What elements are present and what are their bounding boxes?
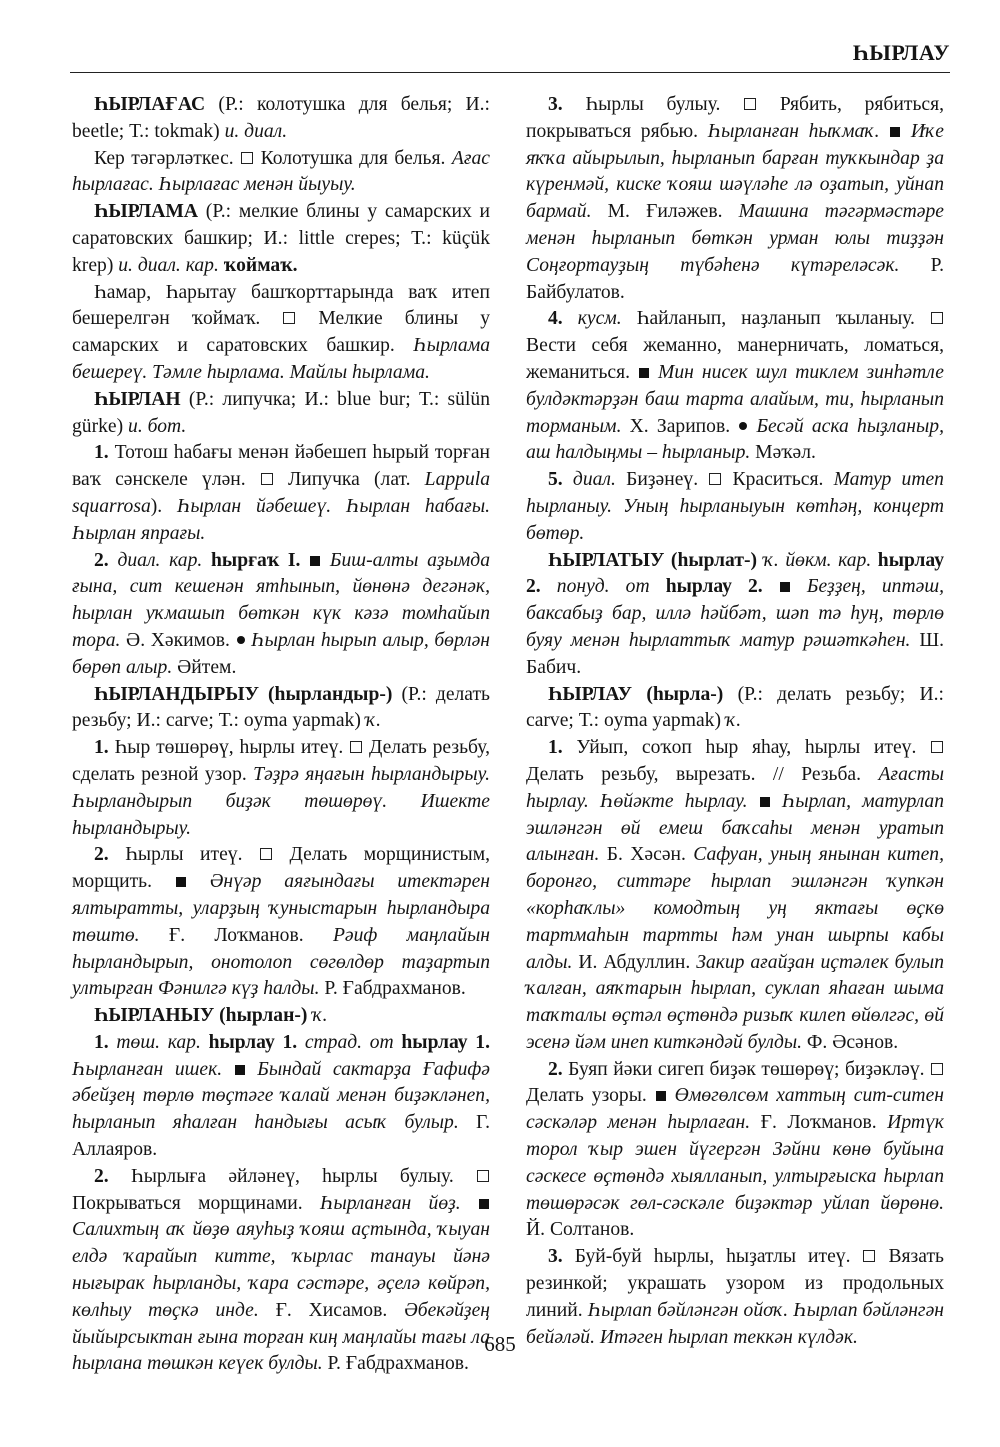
headword: ҺЫРЛАН — [94, 388, 181, 410]
hollow-square-icon — [744, 98, 756, 110]
headword: ҡоймаҡ. — [223, 254, 298, 276]
italic-text: төш. кар. — [108, 1031, 209, 1053]
dictionary-sense — [526, 306, 944, 467]
bullet-dot-icon — [739, 422, 747, 430]
dictionary-sense — [72, 548, 490, 682]
italic-text: Ағас һырлағас. Һырлағас менән йыуыу. — [72, 147, 490, 196]
text-run: (Р.: липучка; И.: blue bur; Т.: sülün gürke) — [72, 388, 490, 437]
filled-square-icon — [479, 1199, 489, 1209]
text-run: Һырлы итеү. — [108, 844, 259, 866]
italic-text: Һырлап, матурлап эшләнгән өй емеш баҡсаһы менән уратып алынған. — [526, 790, 944, 866]
text-run: Мәҡәл. — [750, 442, 816, 464]
italic-text: и. диал. — [224, 120, 288, 142]
headword: ҺЫРЛАНЫУ (һырлан-) — [94, 1005, 308, 1027]
text-run: Ғ. Лоҡманов. — [139, 924, 333, 946]
italic-text: и. диал. кар. — [118, 254, 224, 276]
dictionary-sense — [72, 146, 490, 200]
dictionary-entry-head — [72, 92, 490, 146]
italic-text: Матур итеп һырланыу. Уның һырланыуын көтһәң, концерт бөтөр. — [526, 469, 944, 544]
headword: 1. — [94, 442, 109, 464]
italic-text: Иҡе яҡҡа айырылып, һырланып барған туҡкындар ҙа күренмәй, киске ҡояш шәүләһе лә оҙатып, уйнап бармай. — [526, 120, 945, 223]
italic-text: Иртүк торол ҡыр эшен йүгергән Зәйни көнө буйына сәскесе өҫтөндә хыялланып, ултырғыска һырлап төшөрәсәк гөл-сәскәле биҙәктәр уйлап йөрөнө. — [526, 1112, 944, 1214]
filled-square-icon — [760, 797, 770, 807]
filled-square-icon — [310, 556, 320, 566]
text-run: И. Абдуллин. — [572, 951, 697, 973]
text-run: Һырлы булыу. — [562, 94, 744, 115]
hollow-square-icon — [350, 741, 362, 753]
text-run: М. Ғиләжев. — [591, 201, 739, 223]
dictionary-entry-head — [72, 682, 490, 736]
hollow-square-icon — [477, 1170, 489, 1182]
italic-text: Биш-алты аҙымда ғына, сит кешенән ятһынып, йөнөнә дегәнәк, һырлан уҡмашып бөткән күк кәзә томһайып тора. — [72, 549, 491, 651]
text-run — [300, 550, 309, 571]
text-run: Һыр төшөрөү, һырлы итеү. — [108, 737, 350, 759]
text-run: Рябить, рябиться, покрываться рябью. — [526, 94, 944, 142]
italic-text: диал. — [562, 469, 616, 491]
dictionary-entry-head — [526, 682, 944, 736]
text-run: Вязать резинкой; украшать узором из продольных линий. — [526, 1246, 944, 1321]
text-run: Делать морщинистым, морщить. — [72, 844, 491, 893]
italic-text: понуд. от — [540, 576, 666, 598]
hollow-square-icon — [260, 848, 272, 860]
text-run: Ғ. Лоҡманов. — [750, 1112, 888, 1134]
hollow-square-icon — [931, 312, 943, 324]
text-run: Х. Зарипов. — [621, 415, 739, 437]
italic-text: Lappula squarrosa — [72, 469, 490, 517]
dictionary-sense — [72, 1030, 490, 1164]
text-run: Һырлыға әйләнеү, һырлы булыу. — [108, 1165, 476, 1187]
dictionary-sense — [526, 467, 944, 547]
headword: 3. — [548, 94, 563, 115]
headword: һырлау 2. — [526, 549, 944, 598]
left-column — [72, 92, 490, 1378]
text-run: Буяп йәки сигеп биҙәк төшөрөү; биҙәкләү. — [562, 1058, 930, 1080]
italic-text: Һырлан һырып алыр, бөрлән бөрөп алыр. — [72, 629, 490, 678]
italic-text: Һырлама бешереү. Тәмле һырлама. Майлы һырлама. — [72, 335, 490, 383]
headword: һырлау 2. — [665, 576, 763, 598]
dictionary-sense — [526, 92, 944, 306]
headword: һырлау 1. — [208, 1031, 298, 1053]
hollow-square-icon — [283, 312, 295, 324]
text-run — [748, 791, 759, 812]
text-run: (Р.: делать резьбу; И.: carve; Т.: oyma yapmak) — [526, 683, 944, 732]
filled-square-icon — [890, 127, 900, 137]
text-run — [763, 576, 779, 597]
filled-square-icon — [235, 1065, 245, 1075]
filled-square-icon — [656, 1091, 666, 1101]
headword: 2. — [94, 1165, 109, 1187]
dictionary-sense — [526, 1057, 944, 1245]
italic-text: Һырланған һыҡмаҡ. — [707, 120, 880, 142]
text-run: Тотош һабағы менән йәбешеп һырый торған ваҡ сәнскеле үлән. — [72, 442, 490, 491]
italic-text: ҡ. йөкм. кар. — [757, 549, 878, 571]
headword: 4. — [548, 308, 563, 330]
header-rule — [70, 72, 950, 73]
headword: 3. — [548, 1246, 563, 1268]
dictionary-sense — [72, 440, 490, 547]
text-run: (Р.: мелкие блины у самарских и саратовских башкир; И.: little crepes; Т.: küçük krep) — [72, 201, 490, 276]
text-run: Р. Ғабдрахманов. — [322, 1353, 469, 1375]
hollow-square-icon — [931, 741, 943, 753]
italic-text: Һырлап бәйләнгән ойоҡ. Һырлап бәйләнгән бейәләй. Итәген һырлап теккән күлдәк. — [526, 1299, 944, 1348]
text-run: Һайланып, наҙланып ҡыланыу. — [621, 308, 930, 330]
italic-text: Закир ағайҙан иҫтәлек булып ҡалған, аяҡтарын һырлап, суклап яһаған шыма таҡталы өҫтәл өҫтөндә ризыҡ килеп өйөлгәс, өй эсенә йәм инеп киткәндәй булды. — [526, 951, 944, 1053]
hollow-square-icon — [709, 473, 721, 485]
text-run: Уйып, соҡоп һыр яһау, һырлы итеү. — [562, 737, 930, 759]
italic-text: Ағасты һырлау. Һөйәкте һырлау. — [526, 763, 944, 812]
italic-text: и. бот. — [128, 415, 187, 437]
hollow-square-icon — [241, 152, 253, 164]
text-run: Р. Байбулатов. — [526, 254, 944, 303]
italic-text: Һырлан йәбешеү. Һырлан һабағы. Һырлан япрағы. — [72, 495, 490, 544]
text-run: Г. Аллаяров. — [72, 1112, 490, 1161]
italic-text: ҡ. — [725, 710, 742, 732]
text-run: Биҙәнеү. — [615, 469, 709, 491]
text-run: Делать резьбу, вырезать. // Резьба. — [526, 763, 879, 785]
dictionary-sense — [526, 735, 944, 1057]
italic-text: Бесәй аска һыҙланыр, аш һалдыңмы – һырланыр. — [526, 415, 944, 464]
filled-square-icon — [176, 877, 186, 887]
headword: ҺЫРЛАТЫУ (һырлат-) — [548, 549, 758, 571]
italic-text: Сафуан, уның янынан китеп, боронғо, ситтәре һырлап эшләнгән ҡупкән «корһаҡлы» комодтың уң яктағы өҫкө тартмаһын тартты һәм унан шырпы кабы алды. — [526, 844, 944, 973]
right-column — [526, 92, 944, 1351]
headword: ҺЫРЛАҒАС — [94, 94, 206, 115]
text-run: Ш. Бабич. — [526, 629, 944, 678]
italic-text: Машина тәгәрмәстәре менән һырланып бөткән урман юлы тиҙҙән Соңғортауҙың түбәһенә күтәреләсәк. — [526, 201, 944, 276]
italic-text: Өмөгөлсөм хаттың сит-ситен сәскәләр менән һырлаған. — [526, 1085, 944, 1134]
italic-text: ҡ. — [312, 1005, 328, 1027]
text-run — [222, 1059, 234, 1080]
italic-text: Бындай сактарҙа Ғафифә әбейҙең төрлө төҫтәге ҡалай менән биҙәкләнеп, һырланып яһалған һандығы асыҡ булыр. — [72, 1058, 490, 1134]
dictionary-entry-head — [526, 548, 944, 682]
italic-text: Һырланған ишек. — [72, 1058, 223, 1080]
text-run: Һамар, Һарытау башҡорттарында ваҡ итеп бешерелгән ҡоймаҡ. — [72, 281, 490, 330]
headword: 5. — [548, 469, 563, 491]
headword: ҺЫРЛАУ (һырла-) — [548, 683, 724, 705]
headword: ҺЫРЛАНДЫРЫУ (һырландыр-) — [94, 683, 393, 705]
text-run: Буй-буй һырлы, һыҙатлы итеү. — [562, 1246, 863, 1268]
text-run: Мелкие блины у самарских и саратовских башкир. — [72, 308, 490, 357]
filled-square-icon — [639, 368, 649, 378]
headword: 2. — [94, 844, 109, 866]
italic-text: кусм. — [562, 308, 622, 330]
text-run: ). — [150, 495, 178, 517]
italic-text: Салихтың аҡ йөҙө аяуһыҙ ҡояш аҫтында, ҡыуан елдә ҡарайып китте, ҡырлас танауы йәнә нығырак һырланды, ҡара сәстәре, әҫелә көйрәп, көлһыу төҫкә инде. — [72, 1219, 490, 1321]
italic-text: Рәиф маңлайын һырландырып, онотолоп сөгөлдөр таҙартып ултырған Фәнилгә күҙ һалды. — [72, 924, 490, 1000]
text-run: Делать резьбу, сделать резной узор. — [72, 737, 490, 785]
headword: 1. — [94, 737, 109, 759]
text-run: (Р.: делать резьбу; И.: carve; Т.: oyma yapmak) — [72, 683, 490, 732]
italic-text: Мин нисек шул тиклем зинһәтле булдәктәрҙән баш тарта алайым, ти, һырланып торманым. — [526, 361, 945, 437]
text-run: Покрываться морщинами. — [72, 1192, 320, 1214]
headword: 2. — [94, 549, 109, 571]
text-run — [461, 1193, 478, 1214]
italic-text: страд. от — [297, 1031, 402, 1053]
text-run — [880, 121, 890, 142]
hollow-square-icon — [261, 473, 273, 485]
italic-text: Беҙҙең, иптәш, баксабыҙ бар, иллә һәйбәт, шәп тә һуң, төрлө буяу менән һырлаттыҡ матур рәшәткәһен. — [526, 576, 945, 651]
dictionary-entry-head — [72, 1003, 490, 1030]
text-run: Б. Хәсән. — [599, 844, 694, 866]
text-run: Липучка (лат. — [273, 469, 425, 491]
text-run: Колотушка для белья. — [254, 147, 452, 169]
text-run: Кер тәгәрләткес. — [94, 147, 241, 169]
italic-text: Әбекәйҙең йыйырсыктан ғына торған киң маңлайы тағы ла һырлана төшкән кеүек булды. — [72, 1299, 490, 1375]
text-run: Й. Солтанов. — [526, 1219, 635, 1241]
dictionary-entry-head — [72, 387, 490, 441]
headword: ҺЫРЛАМА — [94, 201, 199, 223]
text-run: Краситься. — [722, 469, 834, 491]
text-run: Ә. Хәкимов. — [120, 629, 236, 651]
text-run: Вести себя жеманно, манерничать, ломаться, жеманиться. — [526, 335, 944, 383]
text-run: Ф. Әсәнов. — [802, 1031, 899, 1053]
italic-text: диал. кар. — [108, 549, 212, 571]
running-head: ҺЫРЛАУ — [852, 40, 950, 65]
text-run: Делать узоры. — [526, 1085, 655, 1107]
italic-text: Һырланған йөҙ. — [319, 1192, 461, 1214]
hollow-square-icon — [863, 1250, 875, 1262]
headword: 1. — [94, 1031, 109, 1053]
text-run: Р. Ғабдрахманов. — [319, 978, 466, 1000]
headword: һырғаҡ I. — [211, 549, 301, 571]
headword: 2. — [548, 1058, 563, 1080]
bullet-dot-icon — [237, 636, 245, 644]
italic-text: ҡ. — [365, 710, 382, 732]
text-run: (Р.: колотушка для белья; И.: beetle; Т.: tokmak) — [72, 94, 490, 142]
italic-text: Тәҙрә яңағын һырландырыу. Һырландырып биҙәк төшөрөү. Ишекте һырландырыу. — [72, 763, 490, 839]
headword: 1. — [548, 737, 563, 759]
dictionary-sense — [72, 735, 490, 842]
dictionary-sense — [72, 842, 490, 1003]
page-number: 685 — [484, 1332, 516, 1356]
dictionary-entry-head — [72, 199, 490, 279]
text-run: Әйтем. — [172, 656, 237, 678]
headword: һырлау 1. — [401, 1031, 490, 1053]
filled-square-icon — [780, 582, 790, 592]
italic-text: Әнүәр аяғындағы итектәрен ялтыратты, уларҙың ҡуныстарын һырландыра төштө. — [72, 871, 490, 946]
dictionary-sense — [72, 280, 490, 387]
hollow-square-icon — [931, 1063, 943, 1075]
text-run: Ғ. Хисамов. — [258, 1299, 405, 1321]
